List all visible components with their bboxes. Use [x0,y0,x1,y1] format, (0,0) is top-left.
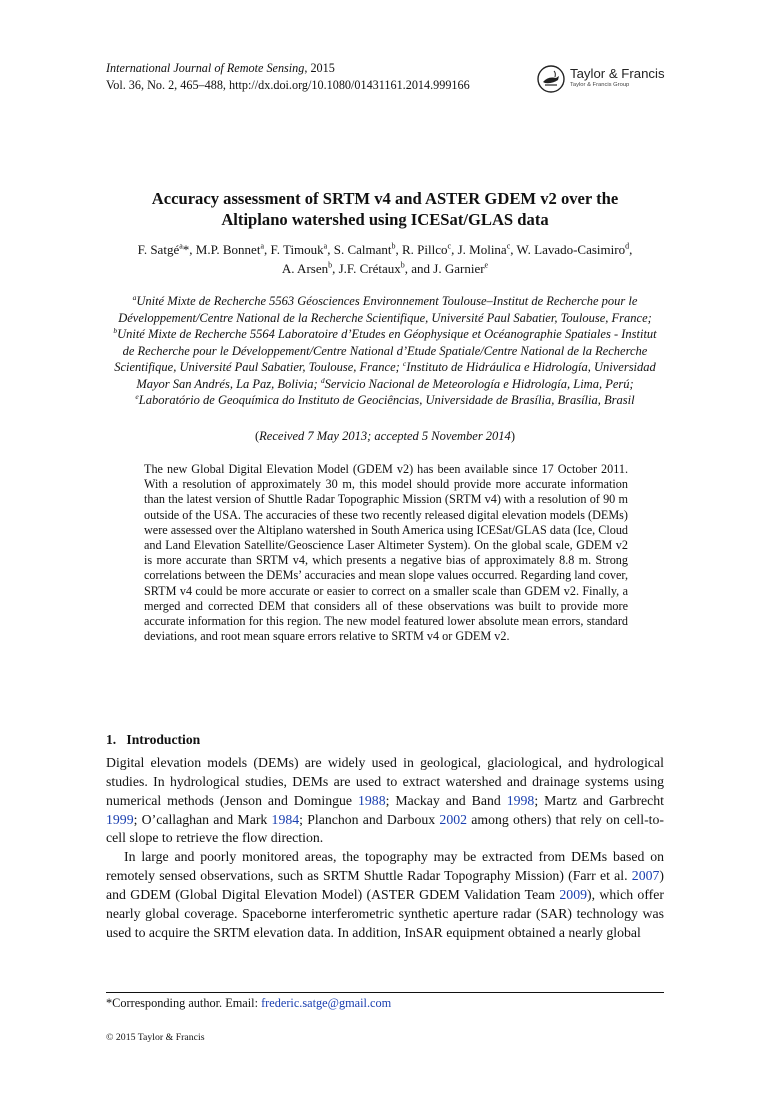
text-run: In large and poorly monitored areas, the topography may be extracted from DEMs based on remotely sensed observations, such as SRTM Shuttle Radar Topography Mission) (Farr et al. [106,849,664,884]
citation-link[interactable]: 1984 [271,811,300,827]
footnote [106,996,391,1011]
publisher-logo[interactable] [536,64,666,94]
affiliations [106,293,664,409]
author: , M.P. Bonnet [189,242,261,257]
footnote-label: *Corresponding author. Email: [106,996,262,1010]
received-text: Received 7 May 2013; accepted 5 November 2014 [259,429,511,443]
journal-citation: Vol. 36, No. 2, 465–488, http://dx.doi.org/10.1080/01431161.2014.999166 [106,78,470,92]
author-sup: e [484,260,489,270]
affil-text: Unité Mixte de Recherche 5564 Laboratoire d’Etudes en Géophysique et Océanographie Spatiales - Institut de Recherche pour le Développement/Centre National d’Etude Spatiale/Centre National de la Recherche Scientifique, Université Paul Sabatier, Toulouse, France; [114,327,657,374]
author: A. Arsen [281,261,329,276]
author-sup: d [625,241,630,251]
title-line-2: Altiplano watershed using ICESat/GLAS data [221,210,549,229]
affil-sup: d [320,375,325,385]
affil-text: Unité Mixte de Recherche 5563 Géosciences Environnement Toulouse–Institut de Recherche pour le Développement/Centre National de la Recherche Scientifique, Université Paul Sabatier, Toulouse, France; [118,294,652,325]
paper-title [106,188,664,230]
citation-link[interactable]: 2009 [559,886,587,902]
journal-header [106,60,470,94]
affil-sup: e [135,391,139,401]
journal-name: International Journal of Remote Sensing [106,61,305,75]
author-sup: b [400,260,405,270]
author: , W. Lavado-Casimiro [510,242,626,257]
paren-close: ) [510,429,515,443]
author-comma: , [629,242,633,257]
affil-text: Instituto de Hidráulica e Hidrología, Universidad Mayor San Andrés, La Paz, Bolivia; [136,360,656,391]
author-sup: a [260,241,264,251]
author-sup: a [179,241,183,251]
author: , J.F. Crétaux [332,261,401,276]
text-run: ) and GDEM (Global Digital Elevation Model) (ASTER GDEM Validation Team [106,868,664,902]
author: , R. Pillco [395,242,448,257]
text-run: ; Martz and Garbrecht [534,792,665,808]
author: , J. Molina [451,242,507,257]
text-run: among others) that rely on cell-to-cell slope to retrieve the flow direction. [106,811,664,846]
author-sup: a [323,241,328,251]
journal-title-line [106,60,470,77]
section-title: Introduction [126,732,201,747]
paragraph [106,848,664,942]
author-line-1 [106,240,664,259]
section-number: 1. [106,732,117,747]
author-line-2 [106,259,664,278]
paren-open: ( [255,429,260,443]
author-sup: b [328,260,333,270]
citation-link[interactable]: 2007 [631,868,660,884]
author-sup: b [391,241,396,251]
email-link[interactable]: frederic.satge@gmail.com [261,996,392,1010]
affil-sup: a [132,292,137,302]
received-dates [106,429,664,444]
text-run: ), which offer nearly global coverage. Spaceborne interferometric synthetic aperture radar (SAR) technology was used to acquire the SRTM elevation data. In addition, InSAR equipment obtained a nearly global [106,886,664,940]
author: , S. Calmant [327,242,392,257]
author-sup: c [506,241,511,251]
section-heading [106,732,200,748]
text-run: ; Mackay and Band [385,792,507,808]
abstract: The new Global Digital Elevation Model (GDEM v2) has been available since 17 October 2011. With a resolution of approximately 30 m, this model should provide more accurate information than the latest version of Shuttle Radar Topographic Mission (SRTM v4) with a resolution of 90 m outside of the USA. The accuracies of these two recently released digital elevation models (DEMs) were assessed over the Altiplano watershed in South America using ICESat/GLAS data (Ice, Cloud and Land Elevation Satellite/Geoscience Laser Altimeter System). On the global scale, GDEM v2 is more accurate than SRTM v4, which presents a negative bias of approximately 8.8 m. Strong correlations between the DEMs’ accuracies and mean slope values occurred. Regarding land cover, SRTM v4 could be more accurate or easier to correct on a smaller scale than GDEM v2. Finally, a merged and corrected DEM that considers all of these observations was built to provide more accurate information for this region. The new model featured lower absolute mean errors, standard deviations, and root mean square errors relative to SRTM v4 or GDEM v2. [144,462,629,644]
affil-sup: b [113,325,118,335]
text-run: ; Planchon and Darboux [299,811,440,827]
title-line-1: Accuracy assessment of SRTM v4 and ASTER GDEM v2 over the [151,189,619,208]
author: , F. Timouk [264,242,324,257]
author-sup: c [447,241,452,251]
author: , and J. Garnier [404,261,485,276]
footnote-divider [106,992,664,993]
affil-text: Servicio Nacional de Meteorología e Hidrología, Lima, Perú; [324,376,634,391]
citation-link[interactable]: 1998 [506,792,535,808]
lamp-logo-icon [536,64,566,94]
author-list [106,240,664,278]
introduction-body [106,754,664,942]
paragraph [106,754,664,848]
citation-link[interactable]: 1999 [106,811,134,827]
author: F. Satgé [137,242,180,257]
citation-link[interactable]: 1988 [358,792,386,808]
text-run: Digital elevation models (DEMs) are widely used in geological, glaciological, and hydrological studies. In hydrological studies, DEMs are used to extract watershed and drainage systems using numerical methods (Jenson and Domingue [106,755,664,808]
citation-link[interactable]: 2002 [439,811,468,827]
corresponding-star: * [182,242,190,257]
text-run: ; O’callaghan and Mark [133,811,272,827]
affil-text: Laboratório de Geoquímica do Instituto de Geociências, Universidade de Brasília, Brasília, Brasil [138,393,635,407]
journal-year: , 2015 [304,61,335,75]
publisher-name: Taylor & Francis [570,66,665,81]
copyright: © 2015 Taylor & Francis [106,1032,205,1043]
publisher-group: Taylor & Francis Group [570,82,630,88]
affil-sup: c [402,358,407,368]
